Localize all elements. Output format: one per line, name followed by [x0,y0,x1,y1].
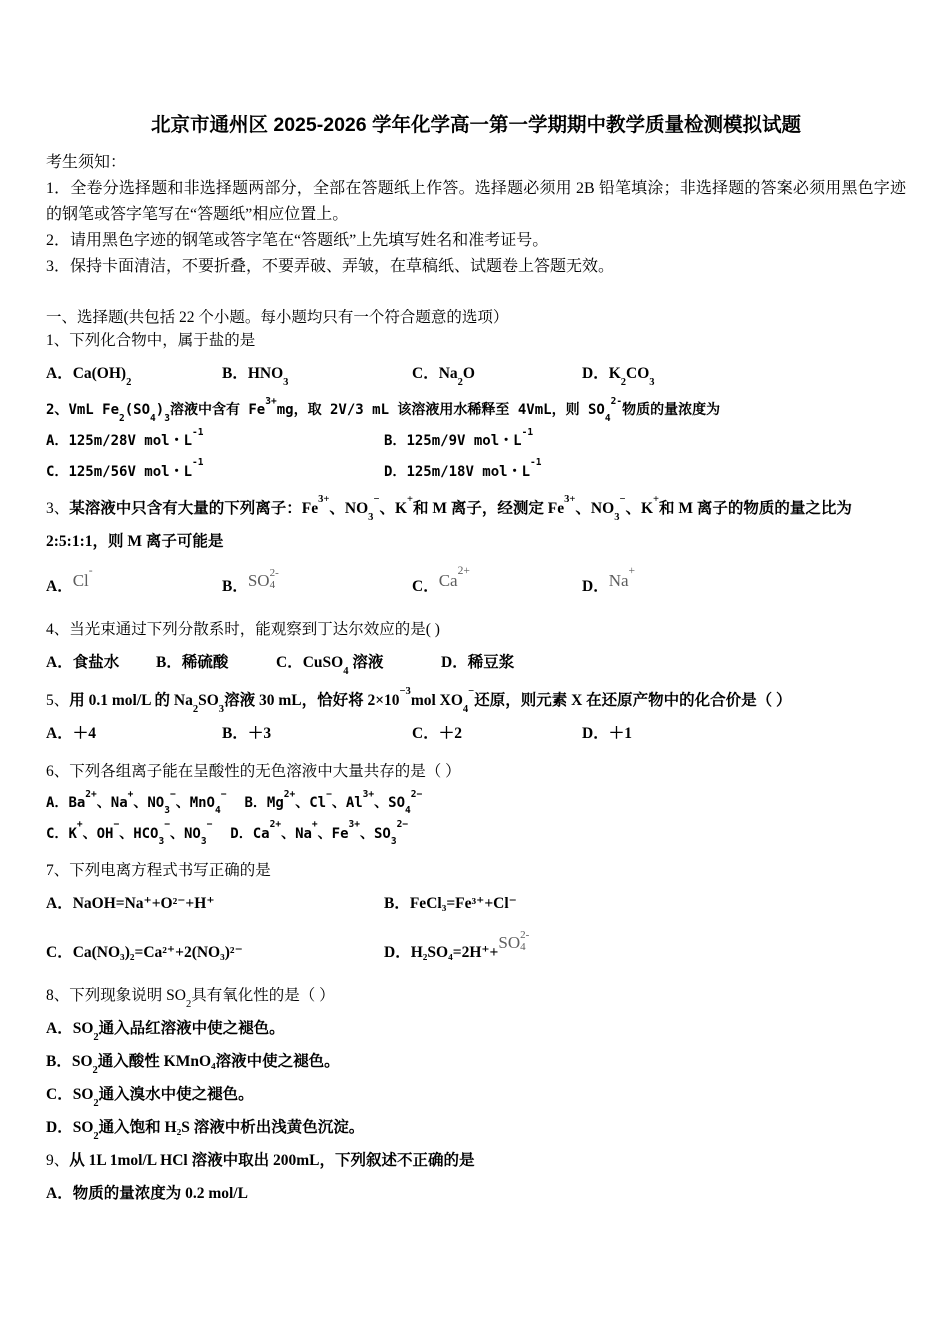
question-6-option-d[interactable]: D．$Ca^{2+}$、Na+、$Fe^{3+}$、$SO_3^{2-}$ [230,819,409,848]
spacer [46,353,906,362]
ion-list-b: $Mg^{2+}$、Cl−、$Al^{3+}$、$SO_4^{2-}$ [266,788,423,817]
question-1-stem [46,329,906,353]
section-heading-choice: 一、选择题(共包括 22 个小题。每小题均只有一个符合题意的选项） [46,308,509,326]
spacer [46,1107,906,1116]
ion-list-d: $Ca^{2+}$、Na+、$Fe^{3+}$、$SO_3^{2-}$ [252,819,409,848]
page-content [46,112,906,1206]
question-3-option-b[interactable]: B．SO 2- 4 [222,567,279,596]
ion-list-c: K+、OH−、$HCO_3^-$、$NO_3^-$ [68,819,213,848]
question-6-options-row1 [46,788,906,817]
question-4-number: 4、 [46,620,70,638]
notice-item-2: 2．请用黑色字迹的钢笔或答字笔在“答题纸”上先填写姓名和准考证号。 [46,232,549,250]
ion-formula: $SO_3^{2-}$ [373,819,409,848]
ion-formula: Na+ [295,819,318,842]
question-7-options-row1 [46,892,906,916]
page-title: 北京市通州区 2025-2026 学年化学高一第一学期期中教学质量检测模拟试题 [150,114,802,136]
question-1-options [46,362,906,389]
ion-formula: $NO_3^-$ [147,788,176,817]
question-8-option-c[interactable]: C．$SO_2$通入溴水中使之褪色。 [46,1086,254,1110]
question-6-options-row2 [46,819,906,848]
spacer [46,1173,906,1182]
spacer [46,1074,906,1083]
question-3-stem-line1: 3、某溶液中只含有大量的下列离子：$Fe^{3+}$、$NO_3^-$、K+和 M 离子，经测定 $Fe^{3+}$、$NO_3^-$、K+和 M 离子的物质的量之比为 [46,493,852,524]
question-7-stem: 7、下列电离方程式书写正确的是 [46,862,271,880]
spacer [46,916,906,934]
question-1-option-b[interactable]: B．$HNO_3$ [222,365,289,389]
question-5-option-c[interactable]: C．＋2 [412,724,462,742]
question-7-option-c[interactable]: C．Ca(NO₃)₂=Ca²⁺+2(NO₃)²⁻ [46,944,243,962]
notice-item-3: 3．保持卡面清洁，不要折叠，不要弄破、弄皱，在草稿纸、试题卷上答题无效。 [46,257,615,275]
ion-formula: OH− [96,819,120,842]
spacer [46,845,906,859]
question-6-number: 6、 [46,762,70,780]
question-1-number: 1、 [46,332,70,350]
spacer [46,453,906,462]
equation-sulfate-ion: SO 2- 4 [247,567,279,592]
question-1-text: 下列化合物中，属于盐的是 [69,332,256,350]
question-9-stem: 9、从 1L 1mol/L HCl 溶液中取出 200mL，下列叙述不正确的是 [46,1152,475,1170]
spacer [46,883,906,892]
question-4-option-a[interactable]: A．食盐水 [46,653,120,671]
question-2-options-row1 [46,426,906,453]
question-1-option-d[interactable]: D．$K_2CO_3$ [582,365,655,389]
spacer [46,746,906,760]
ion-formula: K+ [68,819,83,842]
ion-formula: $Ba^{2+}$ [68,788,97,811]
ion-formula: MnO$_4$− [189,788,227,817]
question-4-option-c[interactable]: C．CuSO$_4$ 溶液 [276,653,384,677]
spacer [46,386,906,400]
notice-heading: 考生须知： [46,154,127,172]
spacer [46,280,906,306]
spacer [46,483,906,497]
spacer [46,521,906,530]
question-2-option-b[interactable]: B．125m/9V mol・$L^{-1}$ [384,426,534,449]
question-1-option-a[interactable]: A．$Ca(OH)_2$ [46,365,132,389]
question-8-option-d[interactable]: D．$SO_2$通入饱和 H₂S 溶液中析出浅黄色沉淀。 [46,1119,365,1143]
spacer [46,713,906,722]
notice-item-1: 1．全卷分选择题和非选择题两部分，全部在答题纸上作答。选择题必须用 2B 铅笔填涂；非选择题的答案必须用黑色字迹的钢笔或答字笔写在“答题纸”相应位置上。 [46,180,906,224]
question-5-options [46,722,906,746]
spacer [46,1008,906,1017]
spacer [46,1140,906,1149]
question-5-option-d[interactable]: D．＋1 [582,724,632,742]
question-2-option-c[interactable]: C．125m/56V mol・$L^{-1}$ [46,457,204,480]
question-2-options-row2 [46,457,906,484]
ion-formula: $Al^{3+}$ [345,788,375,811]
question-8-option-b[interactable]: B．$SO_2$通入酸性 KMnO₄溶液中使之褪色。 [46,1053,340,1077]
spacer [46,554,906,568]
question-2-option-d[interactable]: D．125m/18V mol・$L^{-1}$ [384,457,542,480]
question-4-options [46,651,906,675]
equation-sulfate-ion-2: SO 2- 4 [498,929,530,954]
question-2-stem: 2、VmL $Fe_2(SO_4)_3$溶液中含有 $Fe^{3+}mg$，取 2V/3 mL 该溶液用水稀释至 4VmL，则 $SO_4^{2-}$物质的量浓度为 [46,395,721,424]
ion-formula: $HCO_3^-$ [133,819,170,848]
question-8-option-a[interactable]: A．$SO_2$通入品红溶液中使之褪色。 [46,1020,285,1044]
question-6-option-b[interactable]: B．$Mg^{2+}$、Cl−、$Al^{3+}$、$SO_4^{2-}$ [244,788,423,817]
ion-formula: $NO_3^-$ [183,819,213,848]
spacer [46,970,906,984]
question-3-option-a[interactable]: A．Cl- [46,563,93,596]
spacer [46,422,906,431]
spacer [46,604,906,618]
question-9-number: 9、 [46,1152,70,1170]
ion-formula: Cl− [309,788,332,811]
question-4-option-b[interactable]: B．稀硫酸 [156,653,229,671]
spacer [46,1041,906,1050]
question-3-options [46,563,906,604]
question-9-option-a[interactable]: A．物质的量浓度为 0.2 mol/L [46,1185,248,1203]
question-6-option-c[interactable]: C．K+、OH−、$HCO_3^-$、$NO_3^-$ [46,819,213,848]
spacer [46,815,906,824]
question-7-option-d[interactable]: D．H₂SO₄=2H⁺+SO 2- 4 [384,929,530,962]
ion-formula: Na+ [110,788,134,811]
equation-calcium-ion: $Ca^{2+}$ [438,563,470,591]
question-3-number: 3、 [46,500,70,518]
ion-formula: $Ca^{2+}$ [252,819,282,842]
question-4-stem: 4、当光束通过下列分散系时，能观察到丁达尔效应的是( ) [46,620,440,638]
equation-sodium-ion: Na+ [608,563,636,591]
question-3-option-d[interactable]: D．Na+ [582,563,636,596]
question-1-option-c[interactable]: C．$Na_2O$ [412,365,475,389]
ion-list-a: $Ba^{2+}$、Na+、$NO_3^-$、MnO$_4$− [68,788,227,817]
question-7-options-row2 [46,929,906,970]
question-5-option-a[interactable]: A．＋4 [46,724,96,742]
question-7-number: 7、 [46,862,70,880]
question-3-option-c[interactable]: C．$Ca^{2+}$ [412,563,470,596]
ion-formula: $Fe^{3+}$ [331,819,360,842]
question-5-number: 5、 [46,691,70,709]
question-2-number: 2、 [46,402,69,419]
question-2-option-a[interactable]: A．125m/28V mol・$L^{-1}$ [46,426,204,449]
question-5-stem: 5、用 0.1 mol/L 的 $Na_2SO_3$溶液 30 mL，恰好将 $2\times 10^{-3}mol$ $XO_4^-$还原，则元素 X 在还原产物中的化合价是（ ） [46,685,792,715]
spacer [46,642,906,651]
spacer [46,675,906,689]
question-8-number: 8、 [46,987,70,1005]
question-3-stem-line2: 2:5:1:1，则 M 离子可能是 [46,533,224,551]
question-8-stem: 8、下列现象说明 $SO_2$具有氧化性的是（ ） [46,987,335,1011]
question-7-option-a[interactable]: A．NaOH=Na⁺+O²⁻+H⁺ [46,895,215,913]
ion-formula: $Mg^{2+}$ [266,788,296,811]
question-6-stem: 6、下列各组离子能在呈酸性的无色溶液中大量共存的是（ ） [46,762,461,780]
question-4-option-d[interactable]: D．稀豆浆 [441,653,515,671]
question-7-option-b[interactable]: B．FeCl₃=Fe³⁺+Cl⁻ [384,895,517,913]
equation-chloride-ion: Cl- [72,563,93,591]
ion-formula: $SO_4^{2-}$ [388,788,423,817]
question-5-option-b[interactable]: B．＋3 [222,724,272,742]
question-6-option-a[interactable]: A．$Ba^{2+}$、Na+、$NO_3^-$、MnO$_4$− [46,788,227,817]
